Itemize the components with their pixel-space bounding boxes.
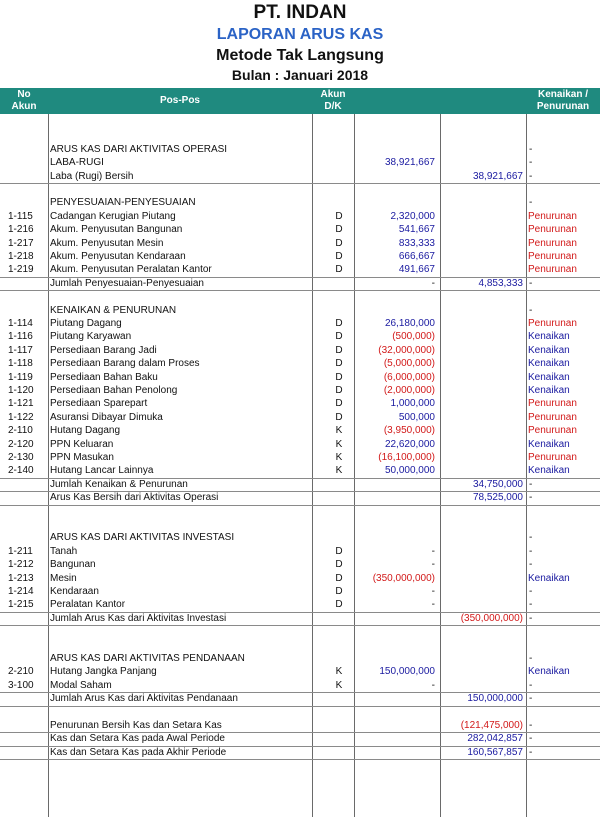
debit-credit: K <box>335 679 343 691</box>
account-name: Hutang Jangka Panjang <box>50 666 157 678</box>
debit-credit: K <box>335 438 343 450</box>
account-name: Cadangan Kerugian Piutang <box>50 210 176 222</box>
debit-credit: D <box>335 331 343 343</box>
account-name: Piutang Dagang <box>50 318 122 329</box>
account-name: Akum. Penyusutan Bangunan <box>50 224 183 236</box>
account-name: Persediaan Bahan Penolong <box>50 385 178 396</box>
table-row <box>0 531 600 544</box>
change-direction: Penurunan <box>528 318 577 329</box>
dash-marker: - <box>529 679 533 691</box>
account-name: Kendaraan <box>50 586 99 597</box>
account-number: 1-217 <box>8 237 34 249</box>
amount-detail: (32,000,000) <box>378 344 435 356</box>
amount-detail: 2,320,000 <box>390 210 435 222</box>
table-row <box>0 612 600 626</box>
dash-marker: - <box>529 277 533 289</box>
account-number: 2-110 <box>8 425 33 437</box>
account-name: Jumlah Arus Kas dari Aktivitas Pendanaan <box>50 693 238 705</box>
debit-credit: D <box>335 572 343 584</box>
table-row <box>0 732 600 746</box>
amount-detail: (5,000,000) <box>383 358 435 370</box>
table-header <box>0 88 600 114</box>
table-row <box>0 478 600 492</box>
table-row <box>0 237 600 250</box>
debit-credit: K <box>335 465 343 477</box>
account-name: Asuransi Dibayar Dimuka <box>50 411 163 423</box>
change-direction: Penurunan <box>528 398 577 410</box>
account-name: Kas dan Setara Kas pada Akhir Periode <box>50 746 227 758</box>
debit-credit: D <box>335 411 343 423</box>
table-row <box>0 411 600 424</box>
table-row <box>0 585 600 598</box>
account-name: ARUS KAS DARI AKTIVITAS PENDANAAN <box>50 653 245 664</box>
table-row <box>0 692 600 706</box>
col-header-akun <box>312 89 354 113</box>
report-title: LAPORAN ARUS KAS <box>216 26 384 43</box>
account-name: Jumlah Penyesuaian-Penyesuaian <box>50 277 204 289</box>
table-row <box>0 397 600 410</box>
account-number: 1-211 <box>8 545 33 557</box>
table-row <box>0 170 600 184</box>
amount-total: 38,921,667 <box>472 170 523 182</box>
table-row <box>0 143 600 156</box>
dash-marker: - <box>529 492 533 504</box>
account-name: Hutang Dagang <box>50 425 121 437</box>
report-method: Metode Tak Langsung <box>216 47 384 64</box>
account-name: KENAIKAN & PENURUNAN <box>50 304 177 316</box>
table-row <box>0 277 600 291</box>
dash-marker: - <box>529 559 533 571</box>
account-number: 2-120 <box>8 438 34 450</box>
table-row <box>0 558 600 571</box>
table-row <box>0 330 600 343</box>
amount-total: 4,853,333 <box>478 277 523 289</box>
table-row <box>0 545 600 558</box>
change-direction: Penurunan <box>528 210 577 222</box>
account-name: Persediaan Barang Jadi <box>50 344 157 356</box>
table-row <box>0 250 600 263</box>
debit-credit: D <box>335 586 343 597</box>
account-number: 1-119 <box>8 371 33 383</box>
amount-detail: 666,667 <box>398 251 435 262</box>
account-name: Piutang Karyawan <box>50 331 132 343</box>
account-number: 1-216 <box>8 224 34 236</box>
account-number: 1-219 <box>8 264 34 276</box>
amount-detail: (2,000,000) <box>383 385 435 396</box>
table-row <box>0 223 600 236</box>
table-row <box>0 344 600 357</box>
account-name: Tanah <box>50 545 78 557</box>
debit-credit: D <box>335 398 343 410</box>
debit-credit: D <box>335 358 343 370</box>
account-name: Penurunan Bersih Kas dan Setara Kas <box>50 720 222 731</box>
amount-total: (350,000,000) <box>460 612 523 624</box>
amount-detail: 150,000,000 <box>379 666 435 678</box>
debit-credit: D <box>335 224 343 236</box>
table-row <box>0 679 600 693</box>
col-header-kenaikan-penurunan <box>526 89 600 113</box>
amount-total: 34,750,000 <box>472 478 523 490</box>
change-direction: Penurunan <box>528 237 577 249</box>
debit-credit: D <box>335 237 343 249</box>
debit-credit: D <box>335 371 343 383</box>
table-row <box>0 384 600 397</box>
amount-detail: 38,921,667 <box>384 157 435 169</box>
amount-detail: (3,950,000) <box>383 425 435 437</box>
dash-marker: - <box>529 693 533 705</box>
dash-marker: - <box>529 157 533 169</box>
amount-detail: 22,620,000 <box>384 438 435 450</box>
account-number: 2-210 <box>8 666 34 678</box>
account-name: Arus Kas Bersih dari Aktivitas Operasi <box>50 492 219 504</box>
account-number: 1-122 <box>8 411 34 423</box>
table-row <box>0 719 600 733</box>
change-direction: Penurunan <box>528 224 577 236</box>
change-direction: Penurunan <box>528 264 577 276</box>
table-row <box>0 357 600 370</box>
account-name: PENYESUAIAN-PENYESUAIAN <box>50 197 196 209</box>
dash-marker: - <box>529 304 533 316</box>
amount-total: 150,000,000 <box>467 693 523 705</box>
col-header-no-line2: Akun <box>11 101 37 112</box>
account-name: ARUS KAS DARI AKTIVITAS OPERASI <box>50 143 228 155</box>
account-name: Persediaan Barang dalam Proses <box>50 358 200 370</box>
company-name: PT. INDAN <box>253 2 347 23</box>
account-name: Jumlah Arus Kas dari Aktivitas Investasi <box>50 612 227 624</box>
change-direction: Kenaikan <box>528 331 570 343</box>
debit-credit: D <box>335 545 343 557</box>
dash-marker: - <box>529 653 533 664</box>
change-direction: Kenaikan <box>528 358 570 370</box>
change-direction: Kenaikan <box>528 385 570 396</box>
account-name: Modal Saham <box>50 679 112 691</box>
table-row <box>0 317 600 330</box>
table-row <box>0 665 600 678</box>
col-header-akun-line2: D/K <box>324 101 342 112</box>
report-period: Bulan : Januari 2018 <box>231 67 369 83</box>
dash-marker: - <box>529 478 533 490</box>
account-name: LABA-RUGI <box>50 157 104 169</box>
amount-detail: - <box>431 679 435 691</box>
account-name: Akum. Penyusutan Peralatan Kantor <box>50 264 212 276</box>
amount-detail: 541,667 <box>398 224 435 236</box>
dash-marker: - <box>529 545 533 557</box>
amount-total: (121,475,000) <box>460 720 523 731</box>
table-row <box>0 746 600 760</box>
amount-detail: (500,000) <box>392 331 435 343</box>
account-number: 1-116 <box>8 331 33 343</box>
amount-detail: 833,333 <box>398 237 435 249</box>
amount-detail: - <box>431 559 435 571</box>
table-row <box>0 491 600 505</box>
debit-credit: D <box>335 385 343 396</box>
col-header-pos: Pos-Pos <box>159 95 200 106</box>
dash-marker: - <box>529 586 533 597</box>
dash-marker: - <box>529 143 533 155</box>
amount-detail: 26,180,000 <box>384 318 435 329</box>
account-number: 1-213 <box>8 572 34 584</box>
change-direction: Penurunan <box>528 452 577 463</box>
account-name: ARUS KAS DARI AKTIVITAS INVESTASI <box>50 532 235 544</box>
dash-marker: - <box>529 612 533 624</box>
change-direction: Penurunan <box>528 411 577 423</box>
debit-credit: D <box>335 318 343 329</box>
table-row <box>0 196 600 209</box>
table-row <box>0 210 600 223</box>
account-name: Jumlah Kenaikan & Penurunan <box>50 478 188 490</box>
amount-detail: - <box>431 545 435 557</box>
account-number: 2-140 <box>8 465 34 477</box>
amount-detail: - <box>431 599 435 611</box>
debit-credit: D <box>335 251 343 262</box>
col-header-akun-line1: Akun <box>320 89 346 100</box>
account-number: 3-100 <box>8 679 34 691</box>
dash-marker: - <box>529 720 533 731</box>
account-name: PPN Keluaran <box>50 438 114 450</box>
account-number: 1-117 <box>8 344 33 356</box>
dash-marker: - <box>529 197 533 209</box>
account-name: PPN Masukan <box>50 452 114 463</box>
account-number: 1-212 <box>8 559 34 571</box>
debit-credit: K <box>335 425 343 437</box>
change-direction: Kenaikan <box>528 572 570 584</box>
table-row <box>0 572 600 585</box>
table-row <box>0 451 600 464</box>
debit-credit: K <box>335 452 343 463</box>
account-name: Mesin <box>50 572 77 584</box>
col-header-kp-line2: Penurunan <box>536 101 590 112</box>
account-number: 1-114 <box>8 318 33 329</box>
table-row <box>0 438 600 451</box>
account-name: Laba (Rugi) Bersih <box>50 170 134 182</box>
col-header-kp-line1: Kenaikan / <box>537 89 589 100</box>
account-name: Persediaan Bahan Baku <box>50 371 158 383</box>
account-number: 1-215 <box>8 599 34 611</box>
dash-marker: - <box>529 170 533 182</box>
account-number: 1-214 <box>8 586 34 597</box>
col-header-no <box>0 89 48 113</box>
debit-credit: D <box>335 559 343 571</box>
cash-flow-table <box>0 88 600 817</box>
amount-total: 282,042,857 <box>467 733 523 745</box>
account-number: 2-130 <box>8 452 34 463</box>
account-name: Akum. Penyusutan Kendaraan <box>50 251 186 262</box>
account-name: Hutang Lancar Lainnya <box>50 465 154 477</box>
dash-marker: - <box>529 746 533 758</box>
dash-marker: - <box>529 733 533 745</box>
amount-detail: 1,000,000 <box>390 398 435 410</box>
col-header-no-line1: No <box>17 89 31 100</box>
table-body <box>0 114 600 817</box>
account-number: 1-120 <box>8 385 34 396</box>
account-name: Persediaan Sparepart <box>50 398 148 410</box>
account-number: 1-121 <box>8 398 34 410</box>
amount-total: 78,525,000 <box>472 492 523 504</box>
debit-credit: D <box>335 599 343 611</box>
table-row <box>0 598 600 612</box>
account-number: 1-115 <box>8 210 33 222</box>
table-row <box>0 424 600 437</box>
change-direction: Kenaikan <box>528 465 570 477</box>
debit-credit: D <box>335 264 343 276</box>
table-row <box>0 464 600 478</box>
amount-detail: - <box>431 277 435 289</box>
change-direction: Kenaikan <box>528 344 570 356</box>
amount-detail: 500,000 <box>398 411 435 423</box>
change-direction: Kenaikan <box>528 438 570 450</box>
amount-detail: - <box>431 586 435 597</box>
debit-credit: K <box>335 666 343 678</box>
account-name: Kas dan Setara Kas pada Awal Periode <box>50 733 225 745</box>
account-name: Bangunan <box>50 559 96 571</box>
debit-credit: D <box>335 344 343 356</box>
amount-detail: (350,000,000) <box>372 572 435 584</box>
table-row <box>0 371 600 384</box>
table-row <box>0 263 600 277</box>
amount-detail: (16,100,000) <box>378 452 435 463</box>
change-direction: Kenaikan <box>528 666 570 678</box>
account-number: 1-118 <box>8 358 33 370</box>
account-name: Peralatan Kantor <box>50 599 126 611</box>
dash-marker: - <box>529 599 533 611</box>
debit-credit: D <box>335 210 343 222</box>
amount-detail: (6,000,000) <box>383 371 435 383</box>
account-name: Akum. Penyusutan Mesin <box>50 237 164 249</box>
dash-marker: - <box>529 532 533 544</box>
amount-detail: 50,000,000 <box>384 465 435 477</box>
table-row <box>0 304 600 317</box>
account-number: 1-218 <box>8 251 34 262</box>
change-direction: Penurunan <box>528 251 577 262</box>
amount-total: 160,567,857 <box>467 746 523 758</box>
change-direction: Kenaikan <box>528 371 570 383</box>
amount-detail: 491,667 <box>398 264 435 276</box>
table-row <box>0 156 600 169</box>
table-row <box>0 652 600 665</box>
change-direction: Penurunan <box>528 425 577 437</box>
